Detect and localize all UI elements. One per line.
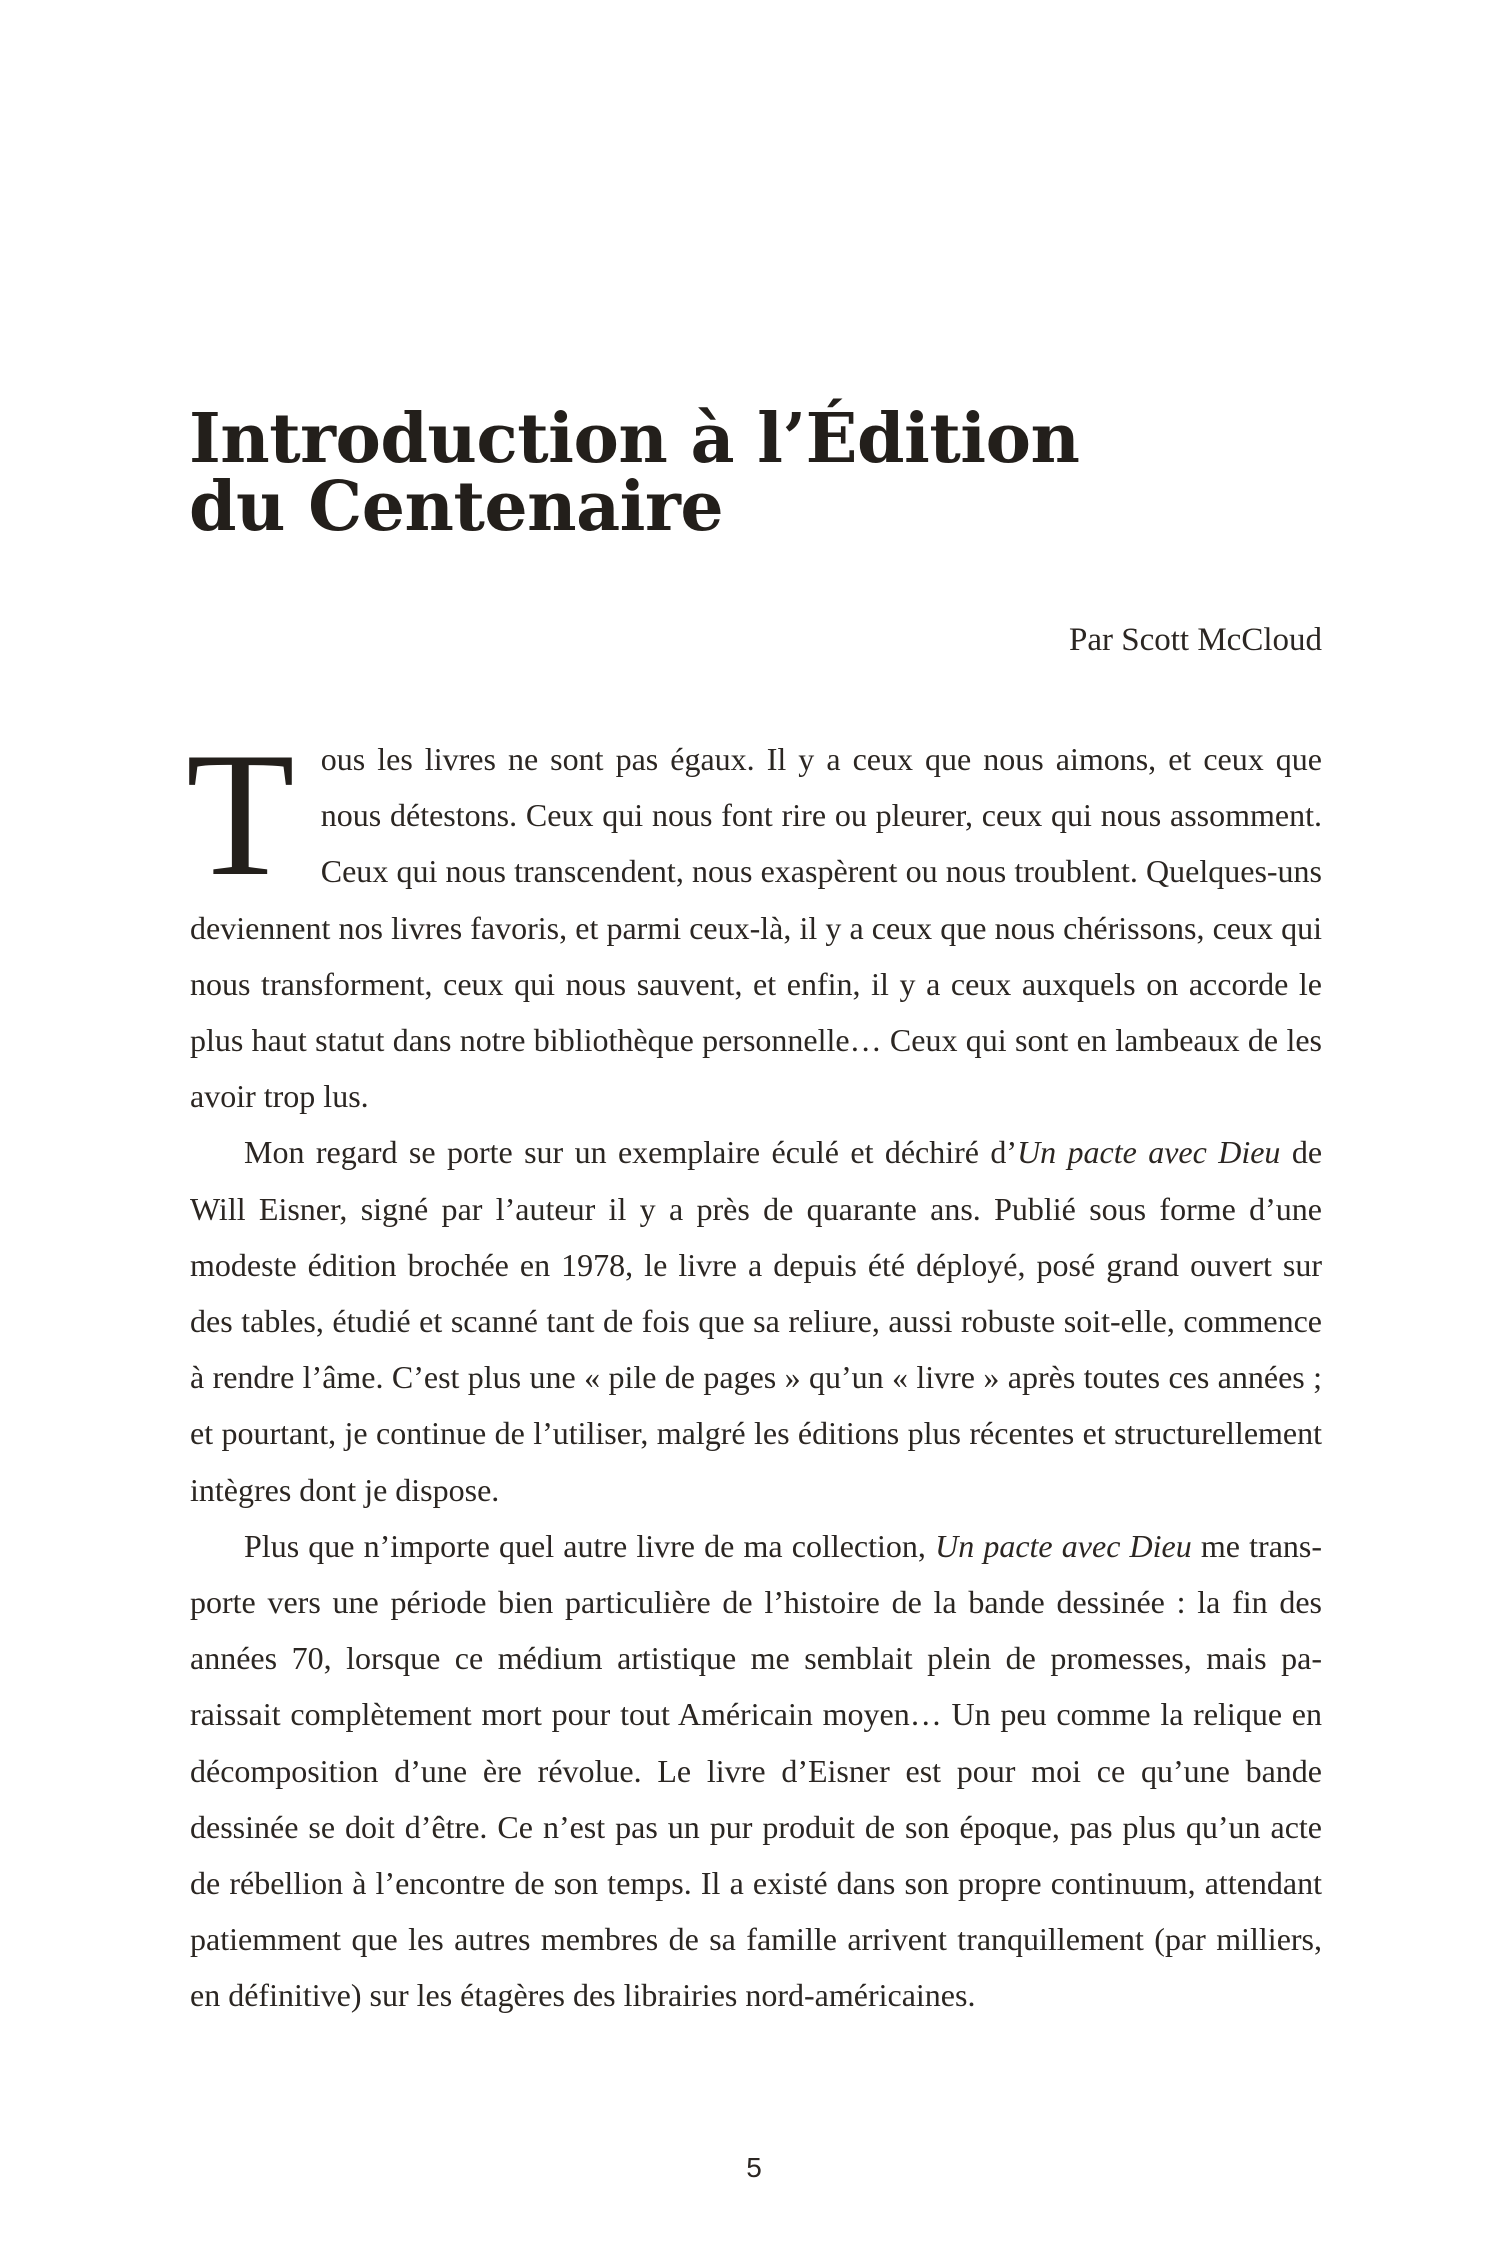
chapter-title [189, 399, 1329, 547]
paragraph-1 [186, 715, 1322, 1124]
paragraph-2-text-before: Mon regard se porte sur un exemplaire éculé et déchiré d’ [244, 1134, 1018, 1171]
paragraph-1-text: ous les livres ne sont pas égaux. Il y a ceux que nous aimons, et ceux que nous détestons. Ceux qui nous font rire ou pleurer, ceux qui nous assomment. Ceux qui nous transcendent, nous exaspèrent ou nous troublent. Quelques-uns deviennent nos livres favoris, et parmi ceux-là, il y a ceux que nous chérissons, ceux qui nous transforment, ceux qui nous sauvent, et enfin, il y a ceux auxquels on accorde le plus haut statut dans notre bibliothèque personnelle… Ceux qui sont en lambeaux de les avoir trop lus. [190, 741, 1322, 1115]
paragraph-2-text-after: de Will Eisner, signé par l’auteur il y a près de quarante ans. Publié sous forme d’une modeste édition brochée en 1978, le livre a depuis été déployé, posé grand ouvert sur des tables, étudié et scanné tant de fois que sa reliure, aussi robuste soit-elle, commence à rendre l’âme. C’est plus une « pile de pages » qu’un « livre » après toutes ces années ; et pourtant, je continue de l’utiliser, malgré les éditions plus récentes et structurellement intègres dont je dispose. [190, 1134, 1323, 1508]
drop-cap: T [186, 715, 295, 913]
paragraph-2 [190, 1124, 1322, 1517]
paragraph-3-text-before: Plus que n’importe quel autre livre de ma collection, [244, 1527, 936, 1564]
chapter-title-line-2: du Centenaire [189, 467, 724, 547]
page-number: 5 [746, 2152, 762, 2183]
paragraph-3 [190, 1518, 1322, 2024]
author-byline: Par Scott McCloud [1069, 622, 1322, 658]
book-title-italic: Un pacte avec Dieu [935, 1527, 1192, 1564]
chapter-title-line-1: Introduction à l’Édition [189, 399, 1080, 479]
paragraph-3-text-after: me transporte vers une période bien particulière de l’histoire de la bande dessinée : la fin des années 70, lorsque ce médium artistique me semblait plein de promesses, mais paraissait complètement mort pour tout Américain moyen… Un peu comme la relique en décomposition d’une ère révolue. Le livre d’Eisner est pour moi ce qu’une bande dessinée se doit d’être. Ce n’est pas un pur produit de son époque, pas plus qu’un acte de rébellion à l’encontre de son temps. Il a existé dans son propre continuum, attendant patiemment que les autres membres de sa famille arrivent tranquillement (par milliers, en définitive) sur les étagères des librairies nord-américaines. [190, 1527, 1323, 2014]
book-title-italic: Un pacte avec Dieu [1017, 1134, 1281, 1171]
body-text [186, 715, 1323, 2024]
